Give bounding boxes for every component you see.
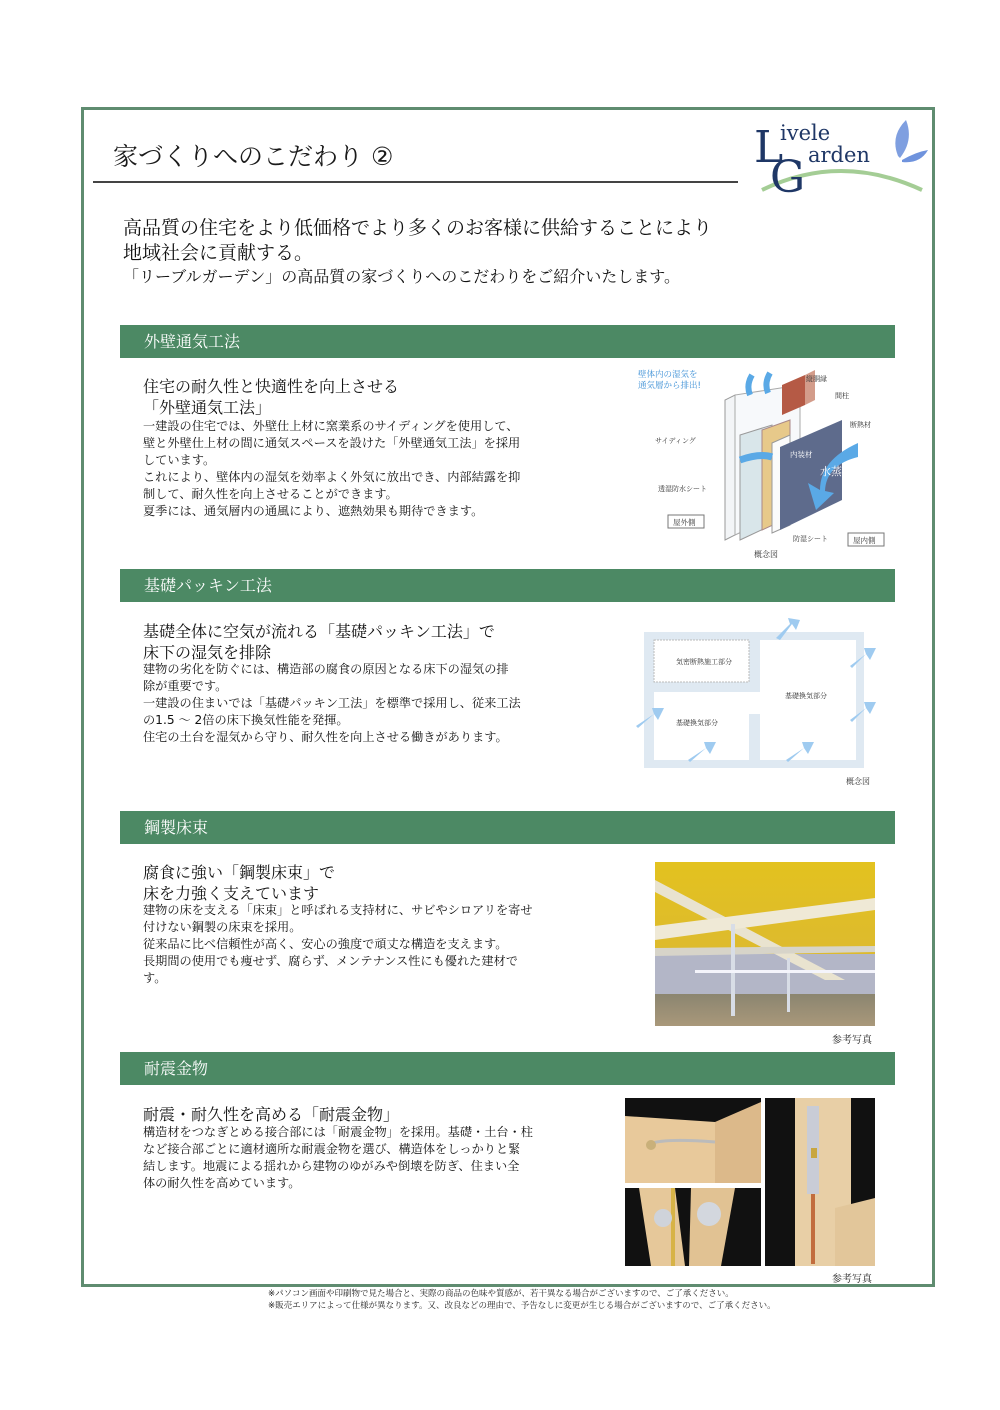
body-line: 建物の劣化を防ぐには、構造部の腐食の原因となる床下の湿気の排	[143, 662, 509, 676]
body-line: 建物の床を支える「床束」と呼ばれる支持材に、サビやシロアリを寄せ	[143, 903, 533, 917]
steel-floor-post-photo	[655, 862, 875, 1026]
logo-initial-l: L	[754, 122, 784, 173]
body-line: しています。	[143, 453, 216, 467]
section-body	[143, 1124, 563, 1192]
page-title: 家づくりへのこだわり ②	[113, 142, 394, 171]
figure-caption: 参考写真	[832, 1274, 872, 1285]
body-line: 夏季には、通気層内の通風により、遮熱効果も期待できます。	[143, 504, 484, 518]
seismic-hardware-photos	[625, 1098, 875, 1266]
label-vent-left: 基礎換気部分	[676, 719, 718, 727]
label-outside: 屋外側	[673, 518, 696, 527]
label-insulation: 断熱材	[850, 421, 871, 429]
section-body	[143, 902, 563, 987]
title-underline	[93, 181, 738, 183]
heading-line: 「外壁通気工法」	[143, 398, 272, 417]
figure-caption: 概念図	[754, 550, 778, 559]
section-header-seismic-hardware: 耐震金物	[120, 1052, 895, 1085]
heading-line: 基礎全体に空気が流れる「基礎パッキン工法」で	[143, 622, 495, 641]
body-line: 制して、耐久性を向上させることができます。	[143, 487, 398, 501]
body-line: 一建設の住まいでは「基礎パッキン工法」を標準で採用し、従来工法	[143, 696, 521, 710]
section-heading	[143, 862, 335, 904]
label-interior: 内装材	[790, 450, 813, 459]
logo-initial-g: G	[770, 152, 806, 200]
figure-caption: 参考写真	[832, 1035, 872, 1046]
section-heading	[143, 621, 495, 663]
body-line: 付けない鋼製の床束を採用。	[143, 920, 302, 934]
disclaimer-line: ※販売エリアによって仕様が異なります。又、改良などの理由で、予告なしに変更が生じる場合がございますので、ご了承ください。	[268, 1301, 776, 1311]
label-vapor-barrier: 防湿シート	[793, 535, 828, 543]
heading-line: 住宅の耐久性と快適性を向上させる	[143, 377, 400, 396]
body-line: 住宅の土台を湿気から守り、耐久性を向上させる働きがあります。	[143, 730, 508, 744]
body-line: 除が重要です。	[143, 679, 228, 693]
body-line: など接合部ごとに適材適所な耐震金物を選び、構造体をしっかりと緊	[143, 1142, 521, 1156]
section-heading	[143, 1104, 399, 1125]
label-vertical-furring: 縦胴縁	[806, 375, 827, 383]
body-line: の1.5 ～ 2倍の床下換気性能を発揮。	[143, 713, 349, 727]
body-line: 構造材をつなぎとめる接合部には「耐震金物」を採用。基礎・土台・柱	[143, 1125, 533, 1139]
label-stud: 間柱	[835, 392, 849, 400]
figure-caption: 概念図	[846, 777, 870, 786]
wall-ventilation-diagram	[620, 365, 900, 565]
foundation-plan-diagram	[620, 610, 900, 800]
heading-line: 床を力強く支えています	[143, 884, 320, 903]
body-line: 従来品に比べ信頼性が高く、安心の強度で頑丈な構造を支えます。	[143, 937, 508, 951]
body-line: す。	[143, 971, 167, 985]
intro-line-2: 地域社会に貢献する。	[123, 242, 314, 264]
logo-word-arden: arden	[808, 143, 870, 167]
body-line: 長期間の使用でも痩せず、腐らず、メンテナンス性にも優れた建材で	[143, 954, 518, 968]
livele-garden-logo	[750, 112, 930, 200]
label-siding: サイディング	[655, 437, 696, 445]
body-line: 壁と外壁仕上材の間に通気スペースを設けた「外壁通気工法」を採用	[143, 436, 521, 450]
heading-line: 床下の湿気を排除	[143, 643, 272, 662]
body-line: 体の耐久性を高めています。	[143, 1176, 301, 1190]
label-airtight-insulation: 気密断熱施工部分	[676, 658, 732, 666]
logo-word-ivele: ivele	[780, 121, 831, 145]
disclaimer-notes	[268, 1288, 776, 1312]
label-inside: 屋内側	[853, 536, 876, 545]
section-header-exterior-ventilation: 外壁通気工法	[120, 325, 895, 358]
section-header-steel-floor-post: 鋼製床束	[120, 811, 895, 844]
heading-line: 耐震・耐久性を高める「耐震金物」	[143, 1105, 400, 1124]
intro-sub: 「リーブルガーデン」の高品質の家づくりへのこだわりをご紹介いたします。	[123, 267, 680, 286]
section-body	[143, 661, 563, 746]
body-line: 一建設の住宅では、外壁仕上材に窯業系のサイディングを使用して、	[143, 419, 519, 433]
intro-line-1: 高品質の住宅をより低価格でより多くのお客様に供給することにより	[123, 217, 713, 239]
section-body	[143, 418, 563, 520]
heading-line: 腐食に強い「鋼製床束」で	[143, 863, 336, 882]
body-line: 結します。地震による揺れから建物のゆがみや倒壊を防ぎ、住まい全	[143, 1159, 520, 1173]
disclaimer-line: ※パソコン画面や印刷物で見た場合と、実際の商品の色味や質感が、若干異なる場合がございますので、ご了承ください。	[268, 1289, 734, 1299]
callout-line: 壁体内の湿気を	[638, 370, 698, 380]
label-vent-right: 基礎換気部分	[785, 692, 827, 700]
intro-lead	[123, 216, 712, 266]
section-header-foundation-packing: 基礎パッキン工法	[120, 569, 895, 602]
callout-line: 通気層から排出!	[638, 381, 701, 391]
body-line: これにより、壁体内の湿気を効率よく外気に放出でき、内部結露を抑	[143, 470, 521, 484]
section-heading	[143, 376, 399, 418]
label-breathable-sheet: 透湿防水シート	[658, 485, 707, 493]
label-vapor: 水蒸気	[820, 465, 853, 478]
